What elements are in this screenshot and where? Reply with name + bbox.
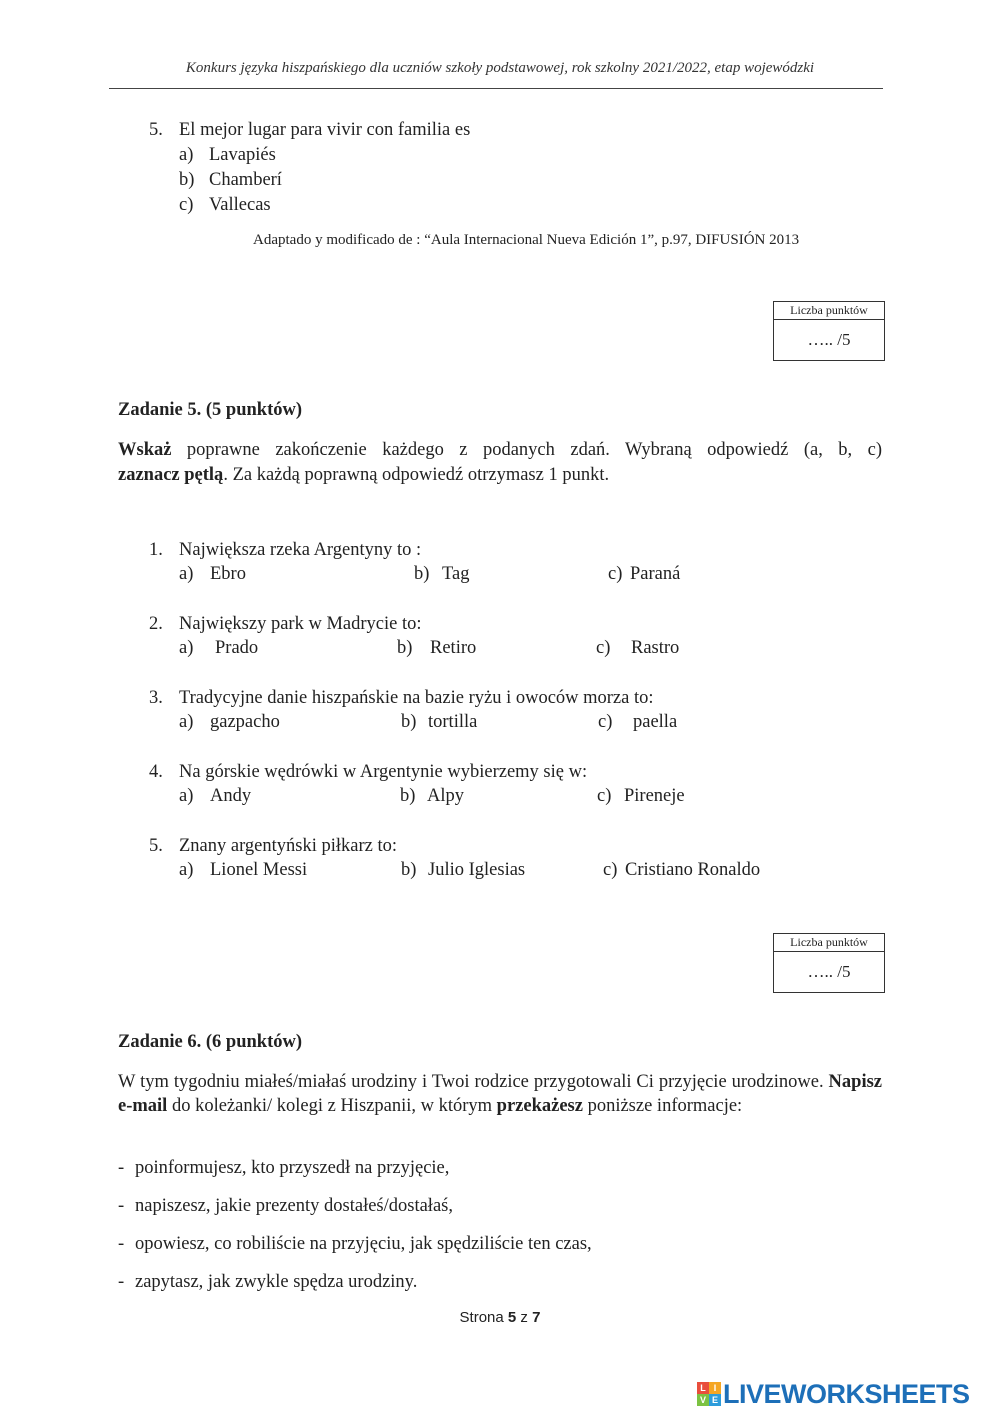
source-citation: Adaptado y modificado de : “Aula Internacional Nueva Edición 1”, p.97, DIFUSIÓN 2013 xyxy=(253,232,800,248)
q5-a-letter: a) xyxy=(179,860,194,880)
bullet-mark: - xyxy=(118,1272,125,1292)
q3-c-letter: c) xyxy=(598,712,613,732)
task6-heading: Zadanie 6. (6 punktów) xyxy=(118,1032,303,1052)
q2-number: 2. xyxy=(149,614,163,634)
q4-c-letter: c) xyxy=(597,786,612,806)
bullet-mark: - xyxy=(118,1234,125,1254)
bullet-mark: - xyxy=(118,1196,125,1216)
q2-option-a[interactable]: Prado xyxy=(215,638,259,658)
q4-number: 4. xyxy=(149,762,163,782)
score-box-label: Liczba punktów xyxy=(774,934,884,952)
q4-a-letter: a) xyxy=(179,786,194,806)
liveworksheets-wordmark: LIVEWORKSHEETS xyxy=(723,1378,970,1409)
prev-option-c[interactable]: Vallecas xyxy=(209,195,271,215)
q5-option-c[interactable]: Cristiano Ronaldo xyxy=(625,860,761,880)
q3-number: 3. xyxy=(149,688,163,708)
q1-a-letter: a) xyxy=(179,564,194,584)
q2-text: Największy park w Madrycie to: xyxy=(179,614,422,634)
q5-number: 5. xyxy=(149,836,163,856)
prev-question-number: 5. xyxy=(149,120,163,140)
prev-option-b-letter: b) xyxy=(179,170,195,190)
prev-option-a-letter: a) xyxy=(179,145,194,165)
q3-option-a[interactable]: gazpacho xyxy=(210,712,280,732)
q3-text: Tradycyjne danie hiszpańskie na bazie ryżu i owoców morza to: xyxy=(179,688,654,708)
q1-text: Największa rzeka Argentyny to : xyxy=(179,540,422,560)
bullet-item: zapytasz, jak zwykle spędza urodziny. xyxy=(135,1272,418,1292)
task6-text-1: W tym tygodniu miałeś/miałaś urodziny i Twoi rodzice przygotowali Ci przyjęcie urodzinowe. xyxy=(118,1072,829,1092)
q2-option-c[interactable]: Rastro xyxy=(631,638,680,658)
page-current: 5 xyxy=(507,1309,517,1326)
task5-instruction-line2 xyxy=(118,463,882,487)
task6-text-3: poniższe informacje: xyxy=(582,1096,743,1116)
q4-option-c[interactable]: Pireneje xyxy=(624,786,685,806)
q5-option-b[interactable]: Julio Iglesias xyxy=(428,860,526,880)
bullet-item: opowiesz, co robiliście na przyjęciu, jak spędziliście ten czas, xyxy=(135,1234,592,1254)
prev-question-text: El mejor lugar para vivir con familia es xyxy=(179,120,471,140)
bullet-mark: - xyxy=(118,1158,125,1178)
q2-b-letter: b) xyxy=(397,638,413,658)
page-prefix: Strona xyxy=(459,1309,508,1326)
q2-option-b[interactable]: Retiro xyxy=(430,638,477,658)
q1-number: 1. xyxy=(149,540,163,560)
q4-text: Na górskie wędrówki w Argentynie wybierzemy się w: xyxy=(179,762,588,782)
task6-bold-convey: przekażesz xyxy=(496,1096,583,1116)
logo-letter: E xyxy=(709,1394,721,1406)
prev-option-a[interactable]: Lavapiés xyxy=(209,145,276,165)
prev-option-b[interactable]: Chamberí xyxy=(209,170,282,190)
q4-b-letter: b) xyxy=(400,786,416,806)
page-of: z xyxy=(516,1309,533,1326)
instruction-bold-circle: zaznacz pętlą xyxy=(118,465,224,485)
logo-letter: L xyxy=(697,1382,709,1394)
q1-b-letter: b) xyxy=(414,564,430,584)
bullet-item: napiszesz, jakie prezenty dostałeś/dostałaś, xyxy=(135,1196,453,1216)
logo-letter: V xyxy=(697,1394,709,1406)
task5-heading: Zadanie 5. (5 punktów) xyxy=(118,400,303,420)
task6-instruction xyxy=(118,1070,882,1118)
q1-option-c[interactable]: Paraná xyxy=(630,564,681,584)
q5-c-letter: c) xyxy=(603,860,618,880)
score-box-label: Liczba punktów xyxy=(774,302,884,320)
task6-text-2: do koleżanki/ kolegi z Hiszpanii, w którym xyxy=(167,1096,497,1116)
page-number xyxy=(0,1309,1000,1326)
task6-bold-write-email: Napisz e-mail xyxy=(118,1072,882,1116)
task5-instruction-line1 xyxy=(118,438,882,462)
liveworksheets-logo-icon xyxy=(697,1382,721,1406)
prev-option-c-letter: c) xyxy=(179,195,194,215)
page-header-title: Konkurs języka hiszpańskiego dla uczniów szkoły podstawowej, rok szkolny 2021/2022, etap wojewódzki xyxy=(185,60,815,76)
q5-option-a[interactable]: Lionel Messi xyxy=(210,860,308,880)
score-box-value[interactable]: ….. /5 xyxy=(807,330,851,349)
q4-option-a[interactable]: Andy xyxy=(210,786,252,806)
q2-a-letter: a) xyxy=(179,638,194,658)
q3-option-b[interactable]: tortilla xyxy=(428,712,478,732)
liveworksheets-brand xyxy=(697,1378,997,1410)
bullet-item: poinformujesz, kto przyszedł na przyjęcie, xyxy=(135,1158,450,1178)
q3-b-letter: b) xyxy=(401,712,417,732)
score-box xyxy=(773,933,885,993)
q1-option-a[interactable]: Ebro xyxy=(210,564,246,584)
q5-b-letter: b) xyxy=(401,860,417,880)
q5-text: Znany argentyński piłkarz to: xyxy=(179,836,398,856)
instruction-text-1: poprawne zakończenie każdego z podanych zdań. Wybraną odpowiedź (a, b, c) xyxy=(171,440,882,460)
q2-c-letter: c) xyxy=(596,638,611,658)
q1-option-b[interactable]: Tag xyxy=(442,564,470,584)
instruction-bold-indicate: Wskaż xyxy=(118,440,172,460)
logo-letter: I xyxy=(709,1382,721,1394)
q3-a-letter: a) xyxy=(179,712,194,732)
header-divider xyxy=(109,88,883,89)
page-total: 7 xyxy=(532,1309,541,1326)
score-box-value[interactable]: ….. /5 xyxy=(807,962,851,981)
q3-option-c[interactable]: paella xyxy=(633,712,678,732)
q1-c-letter: c) xyxy=(608,564,623,584)
instruction-text-2: . Za każdą poprawną odpowiedź otrzymasz 1 punkt. xyxy=(223,465,610,485)
q4-option-b[interactable]: Alpy xyxy=(427,786,464,806)
score-box xyxy=(773,301,885,361)
